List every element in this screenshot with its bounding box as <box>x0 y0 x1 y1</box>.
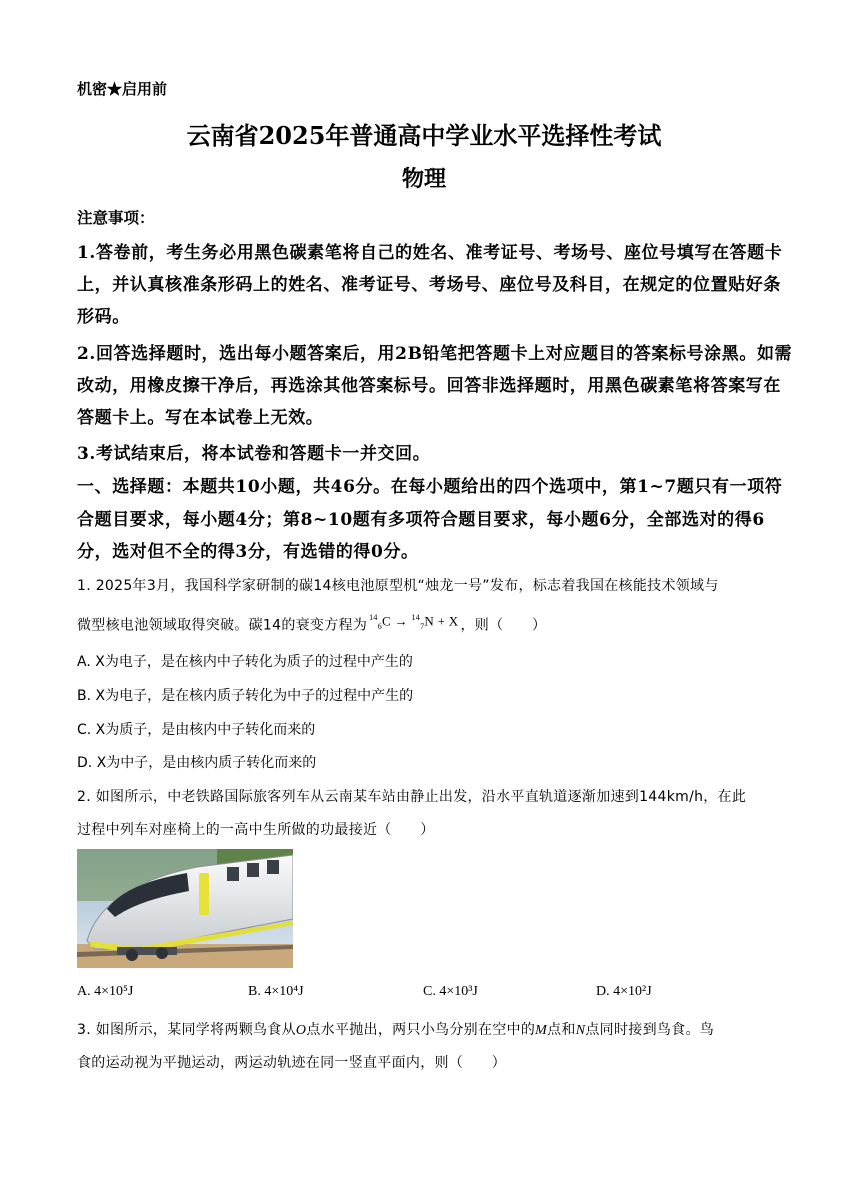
question-2-line: 2. 如图所示，中老铁路国际旅客列车从云南某车站由静止出发，沿水平直轨道逐渐加速到144km/h，在此 <box>77 789 747 805</box>
question-3-text: 3. 如图所示，某同学将两颗鸟食从 <box>77 1022 296 1038</box>
question-3-text: 点和 <box>547 1022 576 1038</box>
question-2-line: 过程中列车对座椅上的一高中生所做的功最接近（ ） <box>77 822 435 838</box>
point-o: O <box>295 1023 307 1038</box>
notice-line: 3.考试结束后，将本试卷和答题卡一并交回。 <box>77 444 431 464</box>
arrow-icon: → <box>394 613 408 629</box>
secret-label: 机密★启用前 <box>77 80 168 98</box>
question-2-options <box>0 984 848 1004</box>
option-d: D. X为中子，是由核内质子转化而来的 <box>77 755 317 771</box>
subject-title: 物理 <box>401 166 446 192</box>
point-m: M <box>535 1023 548 1038</box>
train-image <box>77 849 293 968</box>
notice-line: 2.回答选择题时，选出每小题答案后，用2B铅笔把答题卡上对应题目的答案标号涂黑。如需 <box>77 344 793 364</box>
question-3-text: 点水平抛出，两只小鸟分别在空中的 <box>306 1022 536 1038</box>
option-c: C. 4×10³J <box>423 984 478 999</box>
notice-line: 上，并认真核准条形码上的姓名、准考证号、考场号、座位号及科目，在规定的位置贴好条 <box>77 275 781 295</box>
question-1-text: 微型核电池领域取得突破。碳14的衰变方程为 <box>77 617 368 634</box>
n-mass-number: 14 <box>411 613 421 622</box>
notice-heading: 注意事项： <box>77 208 155 227</box>
section-line: 分，选对但不全的得3分，有选错的得0分。 <box>77 542 419 562</box>
point-n: N <box>575 1023 586 1038</box>
option-a: A. 4×10⁵J <box>77 984 134 999</box>
option-b: B. X为电子，是在核内质子转化为中子的过程中产生的 <box>77 688 414 704</box>
c-mass-number: 14 <box>369 613 378 622</box>
option-b: B. 4×10⁴J <box>248 984 304 999</box>
n-atomic-number: 7 <box>420 621 425 631</box>
option-c: C. X为质子，是由核内中子转化而来的 <box>77 722 316 738</box>
question-3-text: 点同时接到鸟食。鸟 <box>585 1022 715 1038</box>
section-line: 一、选择题：本题共10小题，共46分。在每小题给出的四个选项中，第1~7题只有一项符 <box>77 477 783 497</box>
section-line: 合题目要求，每小题4分；第8~10题有多项符合题目要求，每小题6分，全部选对的得6 <box>77 510 765 530</box>
question-3-line: 食的运动视为平抛运动，两运动轨迹在同一竖直平面内，则（ ） <box>77 1055 506 1071</box>
notice-line: 形码。 <box>77 307 130 327</box>
question-1-line <box>77 613 546 634</box>
option-d: D. 4×10²J <box>596 984 652 999</box>
carbon-symbol: C <box>382 613 392 629</box>
c-atomic-number: 6 <box>377 621 383 631</box>
question-1-line: 1. 2025年3月，我国科学家研制的碳14核电池原型机“烛龙一号”发布，标志着我国在核能技术领域与 <box>77 578 719 594</box>
nitrogen-symbol: N + X <box>424 613 459 629</box>
notice-line: 改动，用橡皮擦干净后，再选涂其他答案标号。回答非选择题时，用黑色碳素笔将答案写在 <box>77 376 781 396</box>
question-3-line <box>77 1019 714 1039</box>
exam-title: 云南省2025年普通高中学业水平选择性考试 <box>186 121 662 150</box>
question-1-tail: ，则（ ） <box>460 617 547 634</box>
option-a: A. X为电子，是在核内中子转化为质子的过程中产生的 <box>77 654 413 670</box>
decay-equation <box>369 613 458 631</box>
notice-line: 1.答卷前，考生务必用黑色碳素笔将自己的姓名、准考证号、考场号、座位号填写在答题卡 <box>77 243 783 263</box>
notice-line: 答题卡上。写在本试卷上无效。 <box>77 408 324 428</box>
